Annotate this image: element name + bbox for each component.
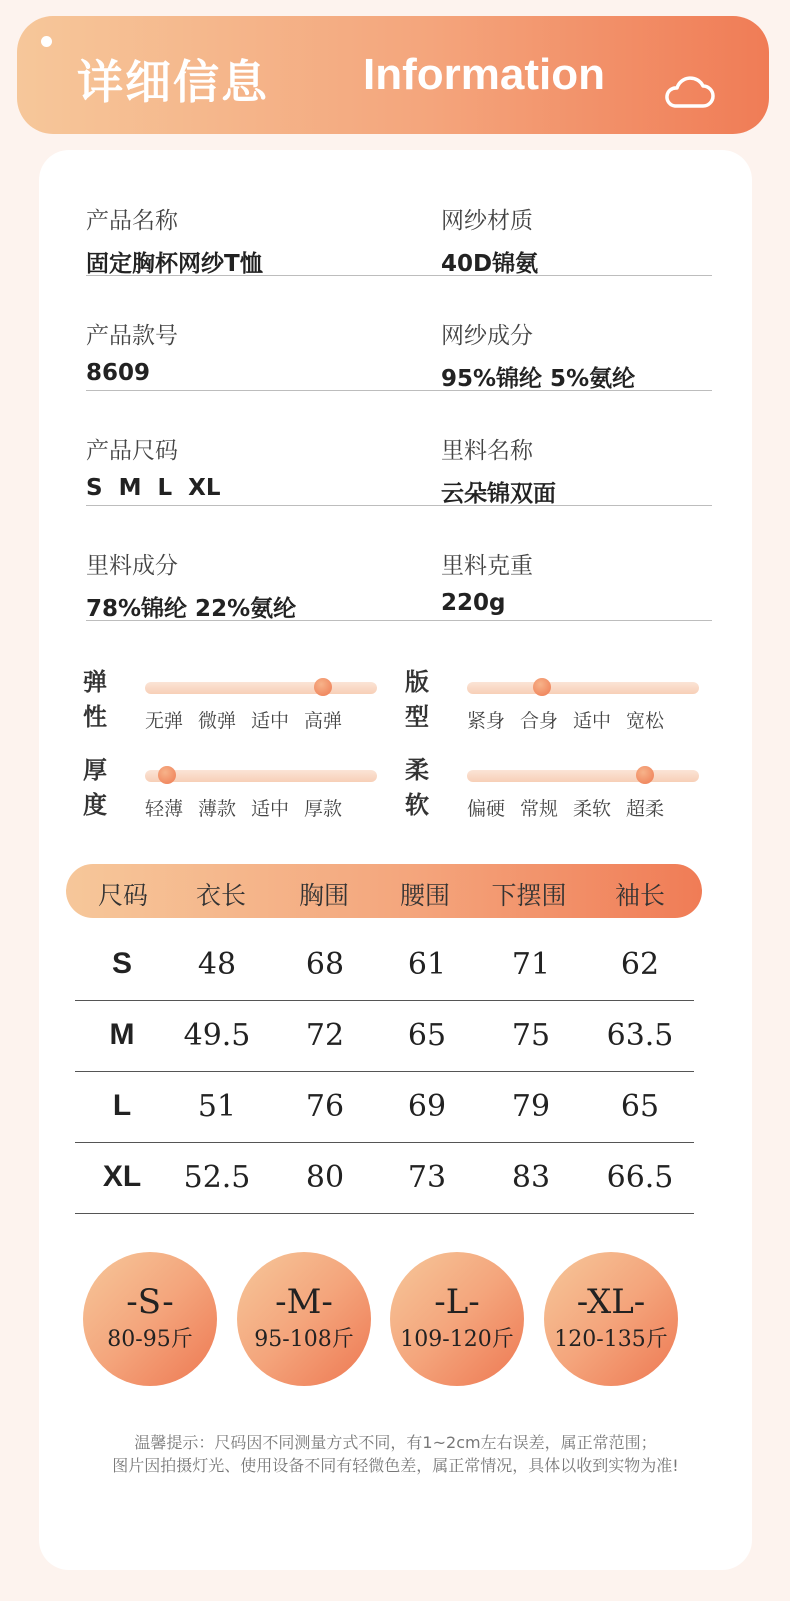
tick-label: 无弹	[145, 710, 184, 732]
tick-label: 柔软	[573, 798, 612, 820]
slider-knob	[158, 766, 176, 784]
tick-label: 紧身	[467, 710, 506, 732]
badge-size: -L-	[434, 1282, 480, 1322]
info-cell-right	[441, 547, 533, 616]
tick-label: 薄款	[198, 798, 237, 820]
table-cell: 49.5	[183, 1018, 251, 1053]
tick-label: 常规	[520, 798, 559, 820]
column-header: 腰围	[399, 881, 451, 910]
header-title-en: Information	[363, 50, 605, 99]
info-value: 8609	[86, 360, 151, 386]
tick-label: 轻薄	[145, 798, 184, 820]
info-label: 产品款号	[86, 323, 178, 349]
info-label: 网纱成分	[441, 323, 533, 349]
weight-badge	[237, 1252, 371, 1386]
info-row	[86, 390, 712, 506]
note-line-1: 温馨提示：尺码因不同测量方式不同，有1~2cm左右误差，属正常范围；	[134, 1433, 657, 1452]
info-cell-right	[441, 202, 538, 278]
info-label: 产品名称	[86, 208, 178, 234]
table-cell: 79	[511, 1089, 551, 1124]
badge-size: -XL-	[576, 1282, 646, 1322]
slider-name: 版型	[405, 668, 429, 731]
info-cell-right	[441, 432, 556, 508]
info-value: S M L XL	[86, 475, 221, 501]
badge-size: -M-	[275, 1282, 333, 1322]
info-header-banner	[17, 16, 769, 134]
slider-name: 厚度	[83, 756, 107, 819]
table-cell: 52.5	[183, 1160, 251, 1195]
info-label: 里料名称	[441, 438, 533, 464]
info-label: 里料克重	[441, 553, 533, 579]
info-cell-right	[441, 317, 635, 393]
tick-label: 高弹	[304, 710, 343, 732]
tick-label: 超柔	[626, 798, 665, 820]
table-cell: 76	[305, 1089, 345, 1124]
note-line-2: 图片因拍摄灯光、使用设备不同有轻微色差，属正常情况，具体以收到实物为准!	[112, 1456, 679, 1475]
column-header: 尺码	[97, 881, 149, 910]
table-cell: XL	[102, 1160, 142, 1193]
weight-badge	[390, 1252, 524, 1386]
slider-name: 柔软	[405, 756, 429, 819]
header-title-cn: 详细信息	[77, 55, 269, 109]
table-cell: S	[111, 947, 133, 980]
decor-dot	[41, 36, 52, 47]
slider-knob	[533, 678, 551, 696]
table-cell: 62	[620, 947, 660, 982]
tick-label: 微弹	[198, 710, 237, 732]
weight-badge	[83, 1252, 217, 1386]
slider-track	[467, 770, 699, 782]
table-cell: 72	[305, 1018, 345, 1053]
badge-range: 109-120斤	[400, 1327, 514, 1352]
tick-label: 适中	[573, 710, 612, 732]
info-value: 220g	[441, 590, 506, 616]
table-cell: 69	[407, 1089, 447, 1124]
table-cell: 80	[305, 1160, 345, 1195]
info-cell-left	[86, 547, 296, 623]
slider-knob	[314, 678, 332, 696]
info-value: 固定胸杯网纱T恤	[86, 251, 263, 277]
info-cell-left	[86, 432, 221, 501]
tick-label: 偏硬	[467, 798, 506, 820]
column-header: 衣长	[195, 881, 247, 910]
badge-range: 95-108斤	[254, 1327, 354, 1352]
badge-size: -S-	[126, 1282, 174, 1322]
table-cell: 83	[511, 1160, 551, 1195]
table-row	[75, 1142, 694, 1214]
table-cell: 65	[407, 1018, 447, 1053]
info-cell-left	[86, 317, 178, 386]
tick-label: 厚款	[304, 798, 343, 820]
info-label: 里料成分	[86, 553, 178, 579]
info-label: 网纱材质	[441, 208, 533, 234]
badge-range: 80-95斤	[107, 1327, 193, 1352]
table-cell: 65	[620, 1089, 660, 1124]
info-value: 78%锦纶 22%氨纶	[86, 596, 297, 622]
tick-label: 适中	[251, 710, 290, 732]
table-cell: 61	[407, 947, 447, 982]
info-value: 95%锦纶 5%氨纶	[441, 366, 636, 392]
table-cell: 51	[197, 1089, 237, 1124]
table-cell: 73	[407, 1160, 447, 1195]
badge-range: 120-135斤	[554, 1327, 668, 1352]
tick-label: 宽松	[626, 710, 665, 732]
info-label: 产品尺码	[86, 438, 178, 464]
tick-label: 合身	[520, 710, 559, 732]
table-cell: M	[109, 1018, 135, 1051]
column-header: 袖长	[614, 881, 666, 910]
table-cell: 75	[511, 1018, 551, 1053]
weight-badge	[544, 1252, 678, 1386]
table-row	[75, 929, 694, 1001]
slider-knob	[636, 766, 654, 784]
table-cell: 63.5	[606, 1018, 674, 1053]
table-cell: 66.5	[606, 1160, 674, 1195]
info-cell-left	[86, 202, 263, 278]
size-table-header	[66, 864, 702, 918]
table-cell: 71	[511, 947, 551, 982]
table-cell: 68	[305, 947, 345, 982]
cloud-icon	[663, 74, 715, 110]
table-cell: 48	[197, 947, 237, 982]
info-row	[86, 275, 712, 391]
info-row	[86, 160, 712, 276]
slider-track	[467, 682, 699, 694]
column-header: 下摆围	[491, 881, 567, 910]
table-row	[75, 1071, 694, 1143]
info-value: 40D锦氨	[441, 251, 539, 277]
info-value: 云朵锦双面	[441, 481, 556, 507]
slider-track	[145, 682, 377, 694]
table-cell: L	[112, 1089, 132, 1122]
slider-name: 弹性	[83, 668, 107, 731]
slider-track	[145, 770, 377, 782]
tick-label: 适中	[251, 798, 290, 820]
info-row	[86, 505, 712, 621]
column-header: 胸围	[298, 881, 350, 910]
table-row	[75, 1000, 694, 1072]
